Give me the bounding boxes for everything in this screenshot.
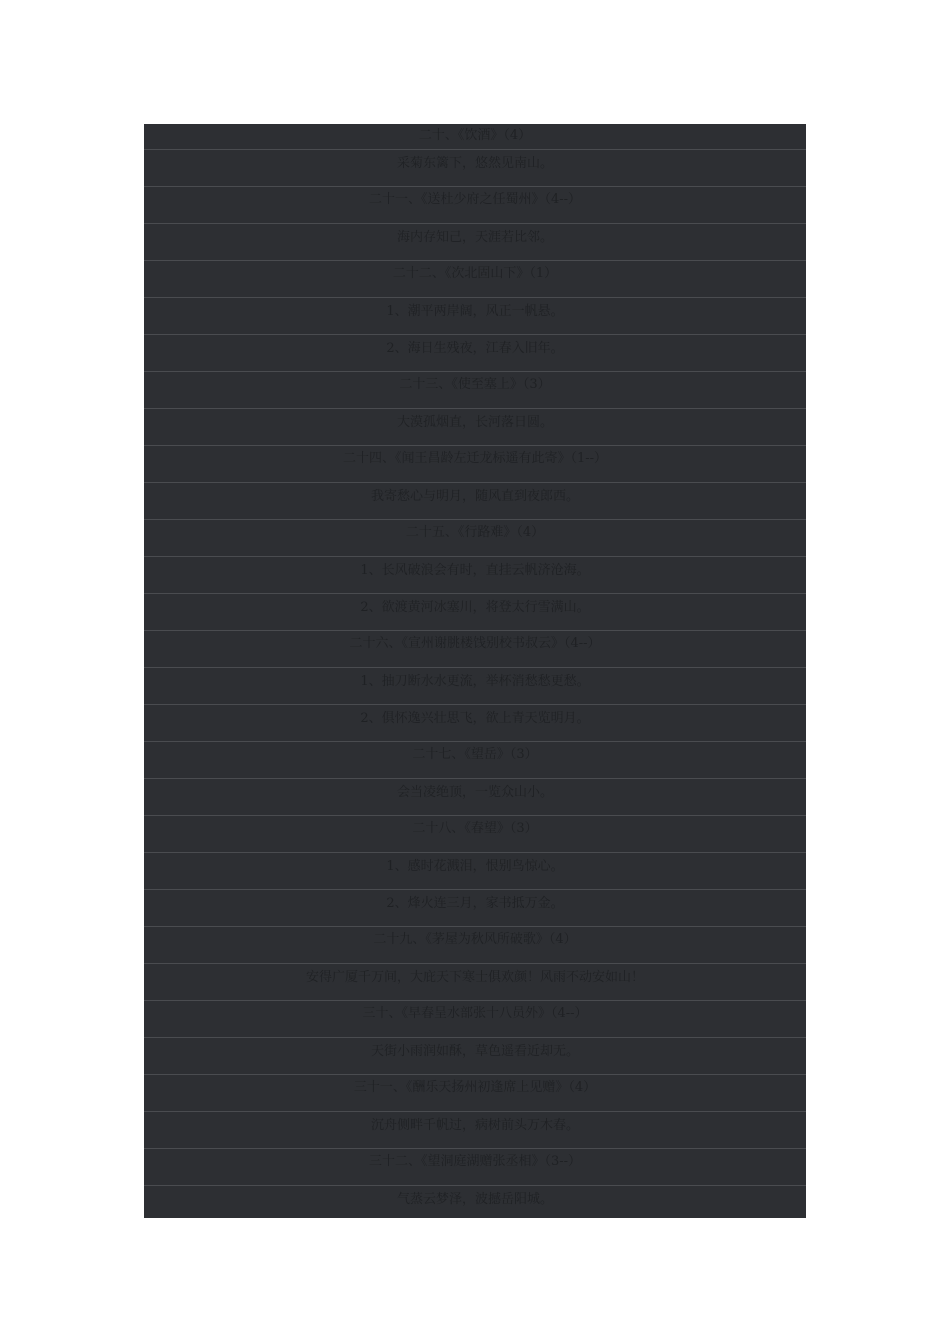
verse-line: 2、烽火连三月，家书抵万金。 (144, 889, 806, 926)
verse-line: 气蒸云梦泽，波撼岳阳城。 (144, 1185, 806, 1222)
verse-line: 1、抽刀断水水更流，举杯消愁愁更愁。 (144, 667, 806, 704)
poem-heading: 二十九、《茅屋为秋风所破歌》（4） (144, 926, 806, 963)
poem-heading: 三十、《早春呈水部张十八员外》（4--） (144, 1000, 806, 1037)
verse-line: 沉舟侧畔千帆过，病树前头万木春。 (144, 1111, 806, 1148)
poem-heading: 三十二、《望洞庭湖赠张丞相》（3--） (144, 1148, 806, 1185)
verse-line: 会当凌绝顶，一览众山小。 (144, 778, 806, 815)
poem-heading: 二十一、《送杜少府之任蜀州》（4--） (144, 186, 806, 223)
poem-heading: 二十六、《宣州谢朓楼饯别校书叔云》（4--） (144, 630, 806, 667)
verse-line: 1、潮平两岸阔，风正一帆悬。 (144, 297, 806, 334)
poem-heading: 二十三、《使至塞上》（3） (144, 371, 806, 408)
verse-line: 大漠孤烟直，长河落日圆。 (144, 408, 806, 445)
poem-heading: 二十、《饮酒》（4） (418, 128, 532, 143)
poem-heading: 三十一、《酬乐天扬州初逢席上见赠》（4） (144, 1074, 806, 1111)
verse-line: 2、欲渡黄河冰塞川，将登太行雪满山。 (144, 593, 806, 630)
verse-line: 1、长风破浪会有时，直挂云帆济沧海。 (144, 556, 806, 593)
verse-line: 1、感时花溅泪，恨别鸟惊心。 (144, 852, 806, 889)
poem-heading: 二十二、《次北固山下》（1） (144, 260, 806, 297)
verse-line: 采菊东篱下，悠然见南山。 (144, 149, 806, 186)
poem-heading: 二十四、《闻王昌龄左迁龙标遥有此寄》（1--） (144, 445, 806, 482)
verse-line: 海内存知己，天涯若比邻。 (144, 223, 806, 260)
poem-heading: 二十五、《行路难》（4） (144, 519, 806, 556)
verse-line: 2、俱怀逸兴壮思飞，欲上青天览明月。 (144, 704, 806, 741)
verse-line: 安得广厦千万间，大庇天下寒士俱欢颜！风雨不动安如山！ (144, 963, 806, 1000)
poem-table (144, 124, 806, 1218)
verse-line: 我寄愁心与明月，随风直到夜郎西。 (144, 482, 806, 519)
verse-line: 2、海日生残夜，江春入旧年。 (144, 334, 806, 371)
poem-heading: 二十七、《望岳》（3） (144, 741, 806, 778)
poem-heading: 二十八、《春望》（3） (144, 815, 806, 852)
verse-line: 天街小雨润如酥，草色遥看近却无。 (144, 1037, 806, 1074)
